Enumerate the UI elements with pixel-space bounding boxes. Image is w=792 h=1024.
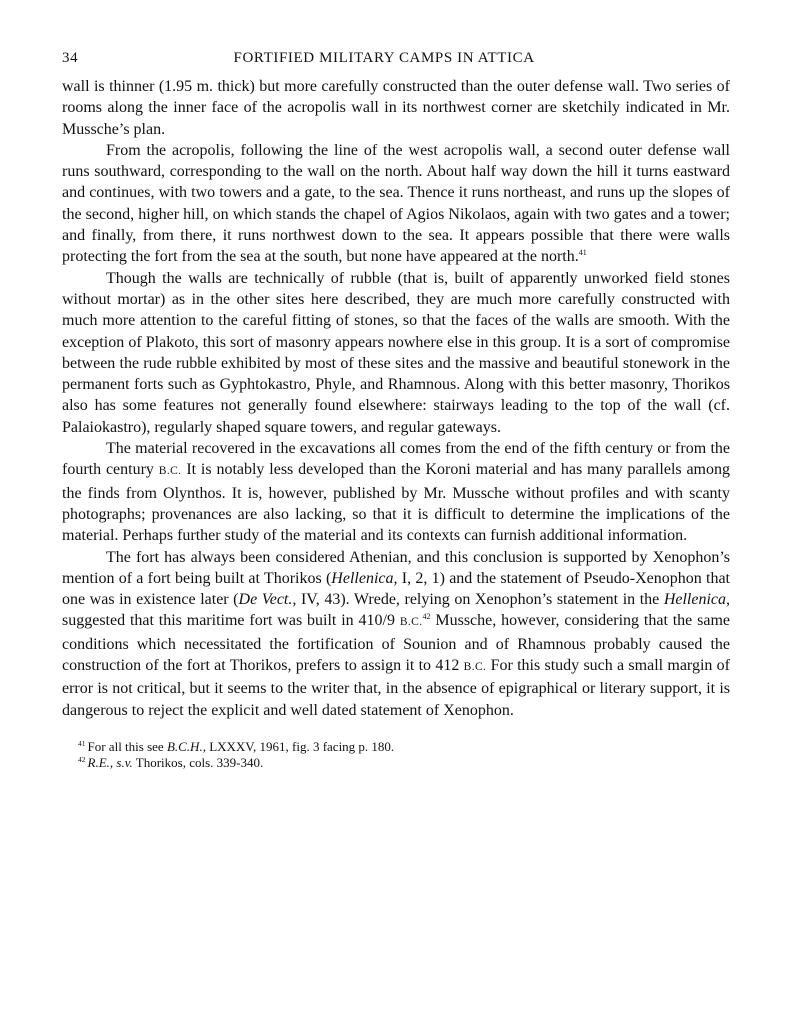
- footnote-41: $^{41}$ For all this see B.C.H., LXXXV, 1961, fig. 3 facing p. 180.: [78, 738, 395, 754]
- running-title: FORTIFIED MILITARY CAMPS IN ATTICA: [233, 50, 535, 66]
- footnotes: [62, 739, 730, 771]
- paragraph-3: Though the walls are technically of rubble (that is, built of apparently unworked field stones without mortar) as in the other sites here described, they are much more carefully constructed with much more attention to the careful fitting of stones, so that the faces of the walls are smooth. With the exception of Plakoto, this sort of masonry appears nowhere else in this group. It is a sort of compromise between the rude rubble exhibited by most of these sites and the massive and beautiful stonework in the permanent forts such as Gyphtokastro, Phyle, and Rhamnous. Along with this better masonry, Thorikos also has some features not generally found elsewhere: stairways leading to the top of the wall (cf. Palaiokastro), regularly shaped square towers, and regular gateways.: [62, 269, 730, 436]
- page-number: 34: [62, 50, 79, 66]
- paragraph-4: The material recovered in the excavations all comes from the end of the fifth century or from the fourth century B.C. It is notably less developed than the Koroni material and has many parallels among the finds from Olynthos. It is, however, published by Mr. Mussche without profiles and with scanty photographs; provenances are also lacking, so that it is difficult to determine the implications of the material. Perhaps further study of the material and its contexts can furnish additional information.: [62, 440, 730, 545]
- paragraph-5: The fort has always been considered Athenian, and this conclusion is supported by Xenophon’s mention of a fort being built at Thorikos (Hellenica, I, 2, 1) and the statement of Pseudo-Xenophon that one was in existence later (De Vect., IV, 43). Wrede, relying on Xenophon’s statement in the Hellenica, suggested that this maritime fort was built in 410/9 B.C.$^{42}$ Mussche, however, considering that the same conditions which necessitated the fortification of Sounion and of Rhamnous probably caused the construction of the fort at Thorikos, prefers to assign it to 412 B.C. For this study such a small margin of error is not critical, but it seems to the writer that, in the absence of epigraphical or literary support, it is dangerous to reject the explicit and well dated statement of Xenophon.: [62, 548, 731, 719]
- footnote-ref-41: 41: [578, 248, 587, 258]
- footnote-42: $^{42}$ R.E., s.v. Thorikos, cols. 339-340.: [78, 754, 264, 770]
- paragraph-1: wall is thinner (1.95 m. thick) but more carefully constructed than the outer defense wall. Two series of rooms along the inner face of the acropolis wall in its northwest corner are sketchily indicated in Mr. Mussche’s plan.: [62, 78, 730, 138]
- body-text: [62, 76, 730, 721]
- page: [62, 50, 730, 771]
- running-head: [62, 50, 730, 76]
- footnote-ref-42: 42: [422, 612, 431, 622]
- paragraph-2: From the acropolis, following the line of the west acropolis wall, a second outer defense wall runs southward, corresponding to the wall on the north. About half way down the hill it turns eastward and continues, with two towers and a gate, to the sea. Thence it runs northeast, and runs up the slopes of the second, higher hill, on which stands the chapel of Agios Nikolaos, again with two gates and a tower; and finally, from there, it runs northwest down to the sea. It appears possible that there were walls protecting the fort from the sea at the south, but none have appeared at the north.$^{41}$: [62, 141, 730, 266]
